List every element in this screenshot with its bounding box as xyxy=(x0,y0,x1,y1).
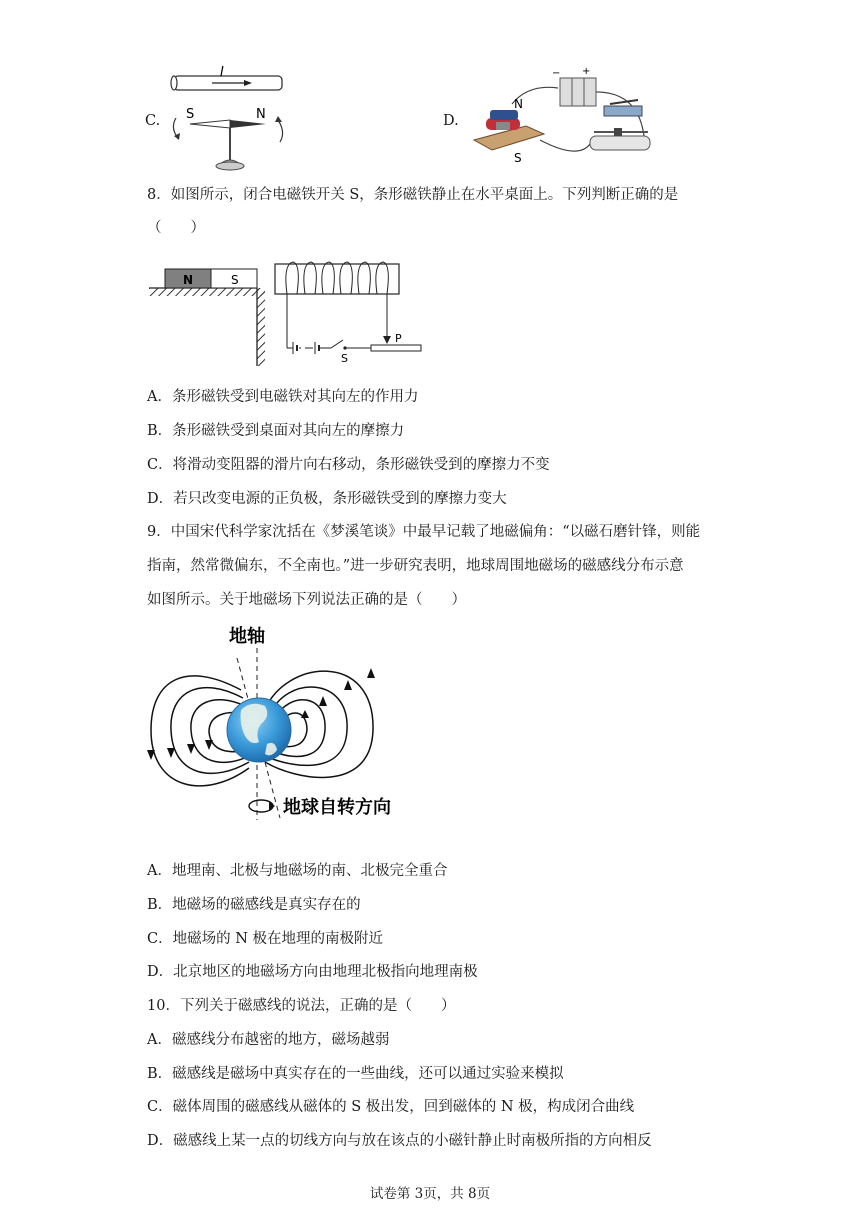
q8-option-c: C．将滑动变阻器的滑片向右移动，条形磁铁受到的摩擦力不变 xyxy=(147,457,550,473)
q10-option-b: B．磁感线是磁场中真实存在的一些曲线，还可以通过实验来模拟 xyxy=(147,1066,564,1082)
q10-option-a: A．磁感线分布越密的地方，磁场越弱 xyxy=(147,1032,390,1048)
figure-earth-magnetic-field xyxy=(145,620,415,825)
figure-wire-compass xyxy=(160,62,300,182)
battery-plus: + xyxy=(582,66,591,77)
option-d-label: D. xyxy=(443,113,459,129)
q8-stem-line2: （ ） xyxy=(147,220,205,236)
q9-option-a: A．地理南、北极与地磁场的南、北极完全重合 xyxy=(147,863,448,879)
magnet-s-label: S xyxy=(231,273,239,287)
option-c-label: C. xyxy=(145,113,161,129)
switch-label: S xyxy=(341,352,348,365)
page-footer: 试卷第 3页，共 8页 xyxy=(369,1186,491,1202)
q9-stem-line2: 指南，然常微偏东，不全南也。”进一步研究表明，地球周围地磁场的磁感线分布示意 xyxy=(147,558,684,574)
q8-option-d: D．若只改变电源的正负极，条形磁铁受到的摩擦力变大 xyxy=(147,491,507,507)
q10-option-c: C．磁体周围的磁感线从磁体的 S 极出发，回到磁体的 N 极，构成闭合曲线 xyxy=(147,1099,635,1115)
q9-option-c: C．地磁场的 N 极在地理的南极附近 xyxy=(147,931,383,947)
battery-minus: − xyxy=(552,68,561,79)
q8-option-b: B．条形磁铁受到桌面对其向左的摩擦力 xyxy=(147,423,405,439)
current-label: I xyxy=(220,65,224,80)
figure-electromagnet-table xyxy=(145,258,435,370)
q8-option-a: A．条形磁铁受到电磁铁对其向左的作用力 xyxy=(147,389,419,405)
q9-option-d: D．北京地区的地磁场方向由地理北极指向地理南极 xyxy=(147,964,478,980)
q9-option-b: B．地磁场的磁感线是真实存在的 xyxy=(147,897,361,913)
q8-stem-line1: 8．如图所示，闭合电磁铁开关 S，条形磁铁静止在水平桌面上。下列判断正确的是 xyxy=(147,187,679,203)
q9-stem-line1: 9．中国宋代科学家沈括在《梦溪笔谈》中最早记载了地磁偏角：“以磁石磨针锋，则能 xyxy=(147,524,701,540)
q9-stem-line3: 如图所示。关于地磁场下列说法正确的是（ ） xyxy=(147,592,466,608)
magnet-n-label: N xyxy=(183,273,194,287)
q10-option-d: D．磁感线上某一点的切线方向与放在该点的小磁针静止时南极所指的方向相反 xyxy=(147,1133,652,1149)
needle-s-label: S xyxy=(186,107,195,122)
pole-n-label: N xyxy=(514,97,523,111)
q10-stem: 10．下列关于磁感线的说法，正确的是（ ） xyxy=(147,998,456,1014)
pole-s-label: S xyxy=(514,151,522,165)
slider-label: P xyxy=(395,332,402,345)
axis-label: 地轴 xyxy=(229,626,265,647)
figure-electromagnet-circuit xyxy=(468,64,668,176)
needle-n-label: N xyxy=(256,107,266,122)
rotation-label: 地球自转方向 xyxy=(283,797,391,818)
